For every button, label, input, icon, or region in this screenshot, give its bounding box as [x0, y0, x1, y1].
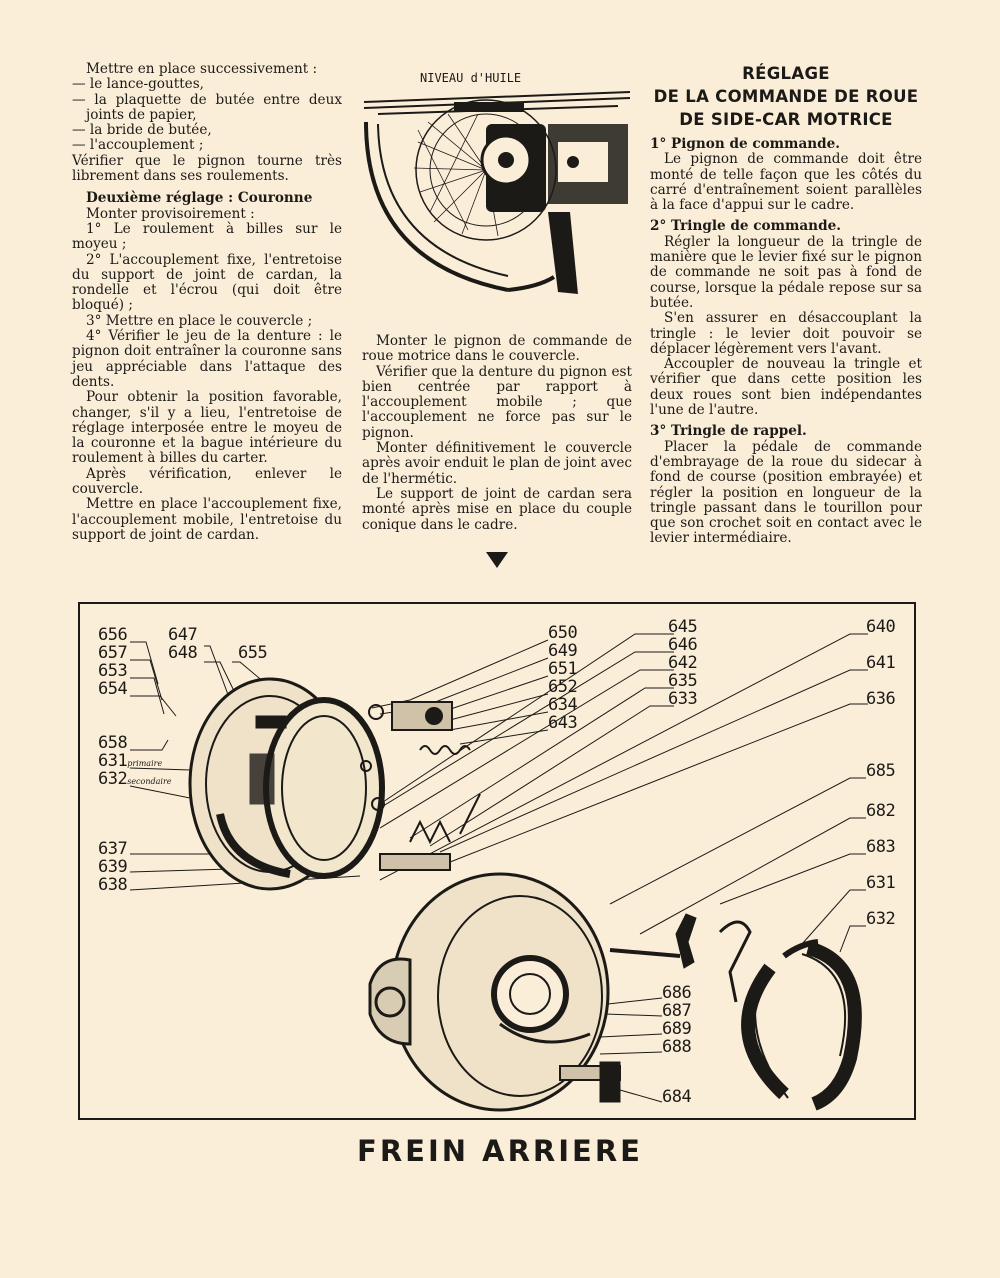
- part-label: 638: [98, 875, 128, 895]
- part-label: 683: [866, 837, 896, 857]
- part-label: 640: [866, 617, 896, 637]
- section-heading: 1° Pignon de commande.: [650, 136, 841, 152]
- part-label: 684: [662, 1087, 692, 1107]
- part-label: 636: [866, 689, 896, 709]
- part-label: 687: [662, 1001, 692, 1021]
- paragraph: Le pignon de commande doit être monté de telle façon que les côtés du carré d'entraînement soient parallèles à la face d'appui sur le cadre.: [650, 151, 922, 214]
- part-label: 685: [866, 761, 896, 781]
- part-label: 649: [548, 641, 578, 661]
- paragraph: Placer la pédale de commande d'embrayage de la roue du sidecar à fond de course (position embrayée) et régler la position en longueur de la tringle passant dans le tourillon pour que son crochet soit en contact avec le levier intermédiaire.: [650, 438, 922, 547]
- part-label: 682: [866, 801, 896, 821]
- right-column: [650, 62, 922, 547]
- paragraph: Monter le pignon de commande de roue motrice dans le couvercle.: [362, 333, 632, 365]
- part-label: 645: [668, 617, 698, 637]
- part-label: 650: [548, 623, 578, 643]
- intro-text: Mettre en place successivement :: [86, 61, 318, 77]
- part-label: 642: [668, 653, 698, 673]
- oil-level-figure: [358, 62, 636, 312]
- part-label: 647: [168, 625, 198, 645]
- part-label: 657: [98, 643, 128, 663]
- paragraph: Monter définitivement le couvercle après avoir enduit le plan de joint avec de l'hermétic.: [362, 440, 632, 487]
- wheel-hub-illustration: [358, 62, 636, 312]
- list-item: — l'accouplement ;: [72, 137, 204, 154]
- paragraph: Pour obtenir la position favorable, changer, s'il y a lieu, l'entretoise de réglage interposée entre le moyeu de la couronne et la bague intérieure du roulement à billes du carter.: [72, 389, 342, 467]
- part-label: 658: [98, 733, 128, 753]
- section-subtitle: Deuxième réglage : Couronne: [86, 190, 313, 207]
- brake-parts-illustration: [80, 604, 913, 1117]
- part-label: 653: [98, 661, 128, 681]
- section-heading: 3° Tringle de rappel.: [650, 423, 807, 440]
- list-item: — la bride de butée,: [72, 122, 212, 139]
- part-label: 689: [662, 1019, 692, 1039]
- paragraph: Après vérification, enlever le couvercle.: [72, 465, 342, 498]
- part-label: 639: [98, 857, 128, 877]
- list-item: — la plaquette de butée entre deux joints de papier,: [72, 91, 342, 123]
- part-label: 632secondaire: [98, 769, 172, 789]
- part-label: 637: [98, 839, 128, 859]
- middle-column: [362, 334, 632, 533]
- paragraph: 4° Vérifier le jeu de la denture : le pignon doit entraîner la couronne sans jeu appréciable dans l'attaque des dents.: [72, 328, 342, 390]
- section-title: RÉGLAGE DE LA COMMANDE DE ROUE DE SIDE-CAR MOTRICE: [653, 64, 919, 129]
- paragraph: Le support de joint de cardan sera monté après mise en place du couple conique dans le cadre.: [362, 485, 632, 533]
- part-label: 641: [866, 653, 896, 673]
- paragraph: Régler la longueur de la tringle de manière que le levier fixé sur le pignon de commande ne soit pas à fond de course, lorsque la pédale repose sur sa butée.: [650, 233, 922, 311]
- paragraph: S'en assurer en désaccouplant la tringle : le levier doit pouvoir se déplacer légèrement vers l'avant.: [650, 310, 922, 357]
- list-item: — le lance-gouttes,: [72, 76, 204, 93]
- part-label: 631: [866, 873, 896, 893]
- part-label: 651: [548, 659, 578, 679]
- part-label: 686: [662, 983, 692, 1003]
- part-label: 632: [866, 909, 896, 929]
- oil-level-label: NIVEAU d'HUILE: [420, 71, 522, 85]
- paragraph: Mettre en place l'accouplement fixe, l'accouplement mobile, l'entretoise du support de joint de cardan.: [72, 496, 342, 543]
- arrow-down-icon: [486, 552, 508, 568]
- paragraph: 3° Mettre en place le couvercle ;: [86, 312, 313, 329]
- exploded-diagram: [78, 602, 916, 1120]
- paragraph: Accoupler de nouveau la tringle et vérifier que dans cette position les deux roues sont bien indépendantes l'une de l'autre.: [650, 356, 922, 419]
- part-label: 655: [238, 643, 268, 663]
- part-label: 652: [548, 677, 578, 697]
- part-label: 643: [548, 713, 578, 733]
- part-label: 634: [548, 695, 578, 715]
- paragraph: Vérifier que le pignon tourne très librement dans ses roulements.: [72, 152, 342, 185]
- section-heading: 2° Tringle de commande.: [650, 218, 841, 235]
- part-label: 654: [98, 679, 128, 699]
- part-label: 646: [668, 635, 698, 655]
- part-label: 635: [668, 671, 698, 691]
- part-label: 656: [98, 625, 128, 645]
- figure-caption: FREIN ARRIERE: [357, 1134, 643, 1168]
- left-column: [72, 62, 342, 543]
- part-label: 631primaire: [98, 751, 163, 771]
- part-label: 688: [662, 1037, 692, 1057]
- paragraph: Vérifier que la denture du pignon est bien centrée par rapport à l'accouplement mobile ; que l'accouplement ne force pas sur le pignon.: [362, 363, 632, 441]
- paragraph: 1° Le roulement à billes sur le moyeu ;: [72, 220, 342, 253]
- part-label: 633: [668, 689, 698, 709]
- paragraph: 2° L'accouplement fixe, l'entretoise du support de joint de cardan, la rondelle et l'écrou (qui doit être bloqué) ;: [72, 251, 342, 314]
- paragraph: Monter provisoirement :: [86, 205, 255, 222]
- part-label: 648: [168, 643, 198, 663]
